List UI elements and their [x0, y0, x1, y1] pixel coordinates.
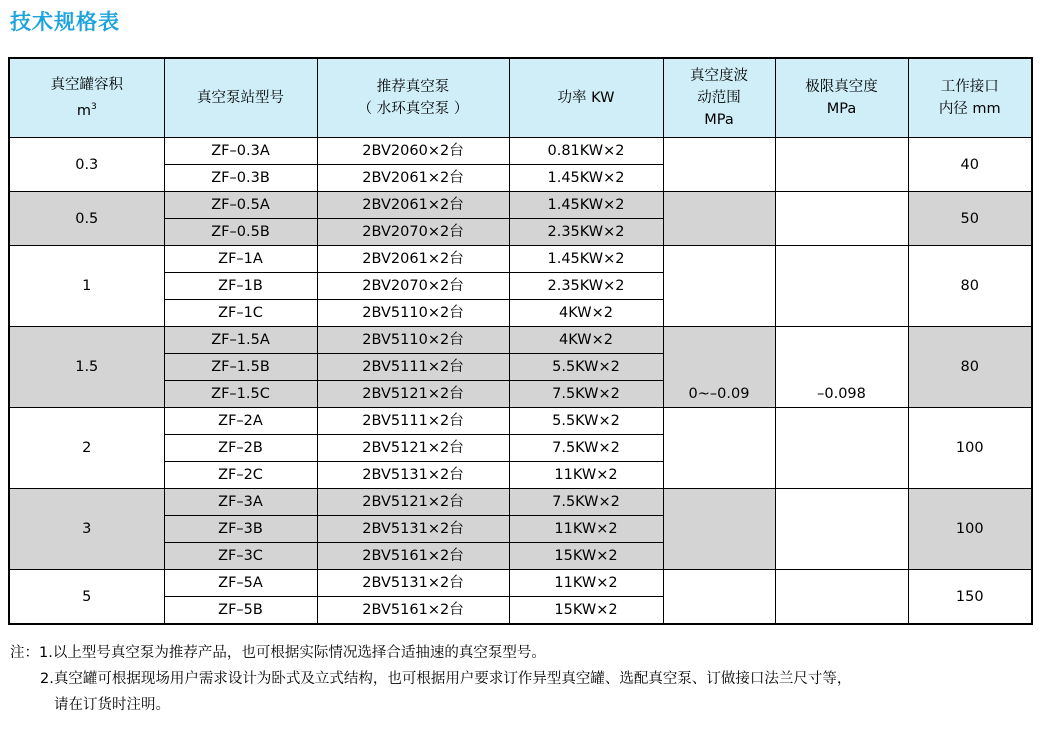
- model-cell: ZF–2B: [164, 435, 317, 462]
- power-cell: 1.45KW×2: [509, 246, 663, 273]
- notes: [10, 640, 851, 718]
- pump-cell: 2BV2070×2台: [317, 219, 509, 246]
- limit-segment: [775, 570, 908, 625]
- volume-cell: 1: [9, 246, 164, 327]
- header-model: [164, 58, 317, 138]
- power-cell: 7.5KW×2: [509, 489, 663, 516]
- limit-segment: [775, 408, 908, 489]
- power-cell: 11KW×2: [509, 462, 663, 489]
- model-cell: ZF–0.5A: [164, 192, 317, 219]
- power-cell: 7.5KW×2: [509, 435, 663, 462]
- model-cell: ZF–0.3A: [164, 138, 317, 165]
- header-range-label-2: 动范围: [697, 90, 741, 106]
- pump-cell: 2BV5161×2台: [317, 543, 509, 570]
- model-cell: ZF–2A: [164, 408, 317, 435]
- power-cell: 0.81KW×2: [509, 138, 663, 165]
- header-row: [9, 58, 1032, 138]
- note-2-continued: 请在订货时注明。: [54, 697, 170, 713]
- header-port-label: 工作接口: [940, 79, 999, 95]
- power-cell: 4KW×2: [509, 327, 663, 354]
- header-limit: [775, 58, 908, 138]
- table-row: [9, 246, 1032, 273]
- pump-cell: 2BV2060×2台: [317, 138, 509, 165]
- range-segment: [663, 192, 775, 246]
- power-cell: 4KW×2: [509, 300, 663, 327]
- model-cell: ZF–5B: [164, 597, 317, 625]
- power-cell: 2.35KW×2: [509, 273, 663, 300]
- unit-base: m: [76, 103, 91, 119]
- volume-cell: 5: [9, 570, 164, 625]
- header-power-label: 功率 KW: [557, 90, 615, 106]
- header-range-unit: MPa: [704, 112, 734, 128]
- header-range: [663, 58, 775, 138]
- power-cell: 1.45KW×2: [509, 165, 663, 192]
- port-cell: 80: [908, 327, 1032, 408]
- model-cell: ZF–0.3B: [164, 165, 317, 192]
- range-segment: [663, 408, 775, 489]
- header-range-label-1: 真空度波: [690, 68, 748, 84]
- model-cell: ZF–1.5C: [164, 381, 317, 408]
- note-2: 2.真空罐可根据现场用户需求设计为卧式及立式结构，也可根据用户要求订作异型真空罐、选配真空泵、订做接口法兰尺寸等，: [40, 671, 852, 687]
- power-cell: 7.5KW×2: [509, 381, 663, 408]
- header-model-label: 真空泵站型号: [197, 90, 284, 106]
- spec-table: [8, 57, 1033, 625]
- header-pump-sublabel: （ 水环真空泵 ）: [357, 101, 469, 117]
- header-port: [908, 58, 1032, 138]
- header-pump-label: 推荐真空泵: [376, 79, 450, 95]
- pump-cell: 2BV5121×2台: [317, 489, 509, 516]
- header-volume-unit: [10, 96, 164, 122]
- model-cell: ZF–0.5B: [164, 219, 317, 246]
- port-cell: 40: [908, 138, 1032, 192]
- model-cell: ZF–1.5A: [164, 327, 317, 354]
- volume-cell: 2: [9, 408, 164, 489]
- volume-cell: 0.3: [9, 138, 164, 192]
- pump-cell: 2BV2061×2台: [317, 246, 509, 273]
- table-row: [9, 192, 1032, 219]
- port-cell: 50: [908, 192, 1032, 246]
- note-1: 注：1.以上型号真空泵为推荐产品，也可根据实际情况选择合适抽速的真空泵型号。: [10, 645, 546, 661]
- table-row: [9, 570, 1032, 597]
- volume-cell: 3: [9, 489, 164, 570]
- model-cell: ZF–1B: [164, 273, 317, 300]
- model-cell: ZF–1A: [164, 246, 317, 273]
- header-pump: [317, 58, 509, 138]
- range-segment: [663, 489, 775, 570]
- limit-cell: –0.098: [775, 327, 908, 408]
- port-cell: 100: [908, 408, 1032, 489]
- port-cell: 80: [908, 246, 1032, 327]
- power-cell: 1.45KW×2: [509, 192, 663, 219]
- model-cell: ZF–3A: [164, 489, 317, 516]
- limit-segment: [775, 246, 908, 327]
- volume-cell: 1.5: [9, 327, 164, 408]
- port-cell: 150: [908, 570, 1032, 625]
- pump-cell: 2BV5131×2台: [317, 462, 509, 489]
- power-cell: 15KW×2: [509, 597, 663, 625]
- limit-segment: [775, 489, 908, 570]
- page-title: 技术规格表: [10, 10, 120, 34]
- pump-cell: 2BV5121×2台: [317, 381, 509, 408]
- pump-cell: 2BV2061×2台: [317, 165, 509, 192]
- power-cell: 5.5KW×2: [509, 408, 663, 435]
- power-cell: 2.35KW×2: [509, 219, 663, 246]
- range-cell: 0~–0.09: [663, 327, 775, 408]
- table-row: [9, 327, 1032, 354]
- header-volume: [9, 58, 164, 138]
- port-cell: 100: [908, 489, 1032, 570]
- table-row: [9, 489, 1032, 516]
- range-segment: [663, 138, 775, 192]
- table-row: [9, 408, 1032, 435]
- limit-segment: [775, 192, 908, 246]
- table-row: [9, 138, 1032, 165]
- pump-cell: 2BV5111×2台: [317, 408, 509, 435]
- pump-cell: 2BV5161×2台: [317, 597, 509, 625]
- pump-cell: 2BV5110×2台: [317, 327, 509, 354]
- power-cell: 11KW×2: [509, 570, 663, 597]
- header-port-unit: 内径 mm: [938, 101, 1001, 117]
- pump-cell: 2BV5110×2台: [317, 300, 509, 327]
- power-cell: 15KW×2: [509, 543, 663, 570]
- power-cell: 11KW×2: [509, 516, 663, 543]
- model-cell: ZF–1C: [164, 300, 317, 327]
- model-cell: ZF–5A: [164, 570, 317, 597]
- pump-cell: 2BV2070×2台: [317, 273, 509, 300]
- header-limit-unit: MPa: [826, 101, 857, 117]
- pump-cell: 2BV5131×2台: [317, 570, 509, 597]
- model-cell: ZF–3B: [164, 516, 317, 543]
- range-segment: [663, 246, 775, 327]
- header-power: [509, 58, 663, 138]
- model-cell: ZF–3C: [164, 543, 317, 570]
- pump-cell: 2BV5111×2台: [317, 354, 509, 381]
- header-volume-label: 真空罐容积: [50, 77, 123, 93]
- pump-cell: 2BV5131×2台: [317, 516, 509, 543]
- volume-cell: 0.5: [9, 192, 164, 246]
- model-cell: ZF–1.5B: [164, 354, 317, 381]
- pump-cell: 2BV2061×2台: [317, 192, 509, 219]
- header-limit-label: 极限真空度: [805, 79, 878, 95]
- limit-segment: [775, 138, 908, 192]
- unit-sup: 3: [90, 102, 97, 112]
- range-segment: [663, 570, 775, 625]
- power-cell: 5.5KW×2: [509, 354, 663, 381]
- model-cell: ZF–2C: [164, 462, 317, 489]
- pump-cell: 2BV5121×2台: [317, 435, 509, 462]
